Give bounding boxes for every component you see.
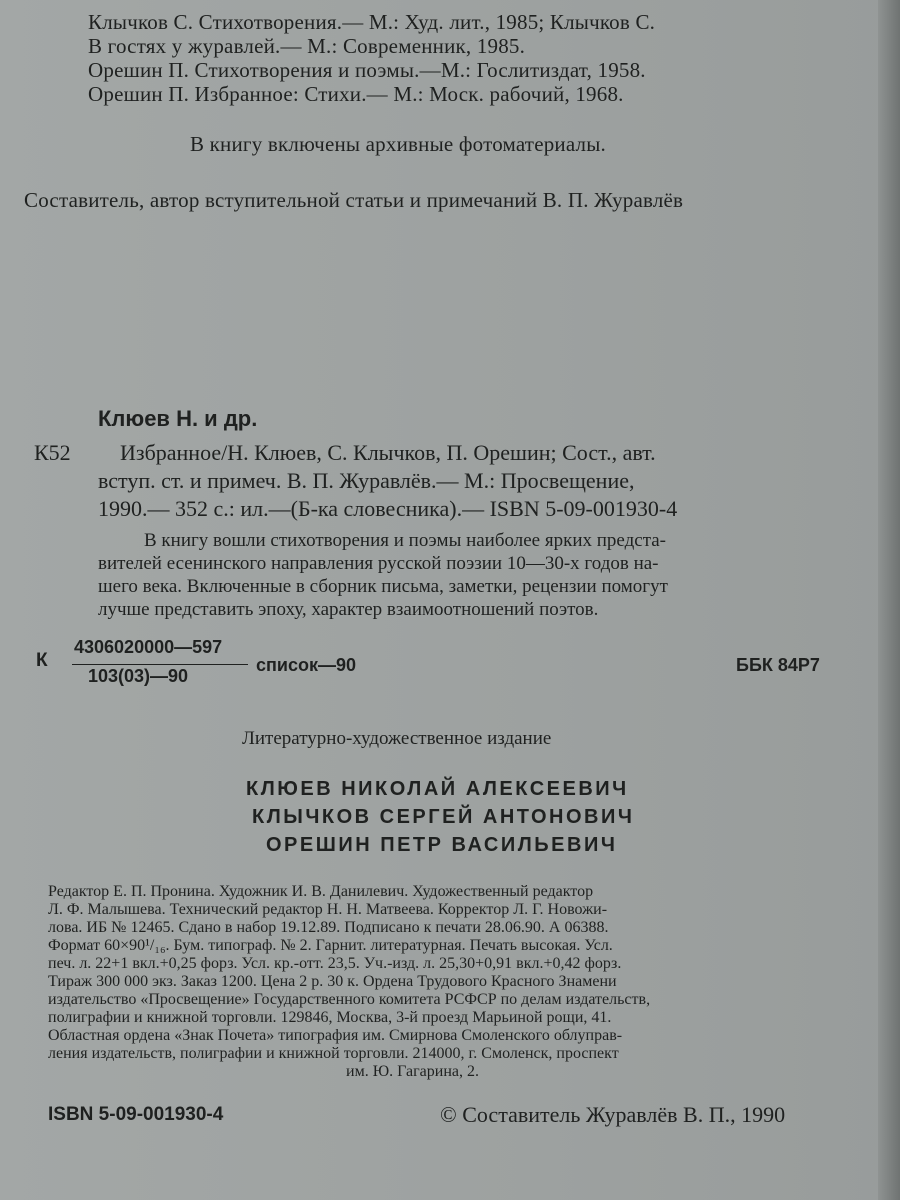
imprint-line: ления издательств, полиграфии и книжной торговли. 214000, г. Смоленск, проспект (48, 1045, 619, 1062)
bibliography-line: Клычков С. Стихотворения.— М.: Худ. лит., 1985; Клычков С. (88, 10, 656, 34)
imprint-line: печ. л. 22+1 вкл.+0,25 форз. Усл. кр.-отт. 23,5. Уч.-изд. л. 25,30+0,91 вкл.+0,42 форз. (48, 955, 622, 972)
fraction-denominator: 103(03)—90 (88, 666, 189, 686)
catalog-entry-line: 1990.— 352 с.: ил.—(Б-ка словесника).— ISBN 5-09-001930-4 (98, 496, 678, 521)
catalog-code: К52 (34, 440, 71, 465)
imprint-line: им. Ю. Гагарина, 2. (346, 1063, 479, 1080)
edition-type: Литературно-художественное издание (242, 728, 552, 749)
annotation-line: лучше представить эпоху, характер взаимоотношений поэтов. (98, 599, 599, 620)
list-code: список—90 (256, 655, 356, 675)
bibliography-line: В гостях у журавлей.— М.: Современник, 1985. (88, 34, 526, 58)
fraction-bar (72, 664, 248, 665)
author-name: КЛЫЧКОВ СЕРГЕЙ АНТОНОВИЧ (252, 806, 635, 828)
fraction-numerator: 4306020000—597 (74, 637, 223, 657)
annotation-line: шего века. Включенные в сборник письма, заметки, рецензии помогут (98, 576, 668, 597)
imprint-line: Редактор Е. П. Пронина. Художник И. В. Данилевич. Художественный редактор (48, 883, 594, 900)
imprint-line: Областная ордена «Знак Почета» типография им. Смирнова Смоленского облуправ- (48, 1027, 623, 1044)
author-name: КЛЮЕВ НИКОЛАЙ АЛЕКСЕЕВИЧ (246, 778, 629, 800)
imprint-line: издательство «Просвещение» Государственного комитета РСФСР по делам издательств, (48, 991, 651, 1008)
imprint-line: лова. ИБ № 12465. Сдано в набор 19.12.89. Подписано к печати 28.06.90. А 06388. (48, 919, 609, 936)
imprint-line: полиграфии и книжной торговли. 129846, Москва, 3-й проезд Марьиной рощи, 41. (48, 1009, 612, 1026)
author-name: ОРЕШИН ПЕТР ВАСИЛЬЕВИЧ (266, 834, 618, 856)
catalog-heading: Клюев Н. и др. (98, 406, 258, 431)
compiler-note: Составитель, автор вступительной статьи и примечаний В. П. Журавлёв (24, 188, 684, 212)
annotation-line: В книгу вошли стихотворения и поэмы наиболее ярких предста- (144, 530, 666, 551)
k-letter: К (36, 650, 48, 671)
isbn-footer: ISBN 5-09-001930-4 (48, 1104, 224, 1125)
bbk-code: ББК 84Р7 (736, 655, 820, 675)
copyright-notice: © Составитель Журавлёв В. П., 1990 (440, 1102, 786, 1127)
bibliography-line: Орешин П. Стихотворения и поэмы.—М.: Гослитиздат, 1958. (88, 58, 646, 82)
catalog-entry-line: Избранное/Н. Клюев, С. Клычков, П. Орешин; Сост., авт. (120, 440, 656, 465)
bibliography-line: Орешин П. Избранное: Стихи.— М.: Моск. рабочий, 1968. (88, 82, 624, 106)
annotation-line: вителей есенинского направления русской поэзии 10—30-х годов на- (98, 553, 659, 574)
catalog-entry-line: вступ. ст. и примеч. В. П. Журавлёв.— М.: Просвещение, (98, 468, 635, 493)
imprint-line: Тираж 300 000 экз. Заказ 1200. Цена 2 р. 30 к. Ордена Трудового Красного Знамени (48, 973, 617, 990)
imprint-line: Формат 60×90¹/₁₆. Бум. типограф. № 2. Гарнит. литературная. Печать высокая. Усл. (48, 937, 613, 954)
archive-note: В книгу включены архивные фотоматериалы. (190, 132, 606, 156)
imprint-line: Л. Ф. Малышева. Технический редактор Н. Н. Матвеева. Корректор Л. Г. Новожи- (48, 901, 608, 918)
page-edge-shadow (878, 0, 900, 1200)
